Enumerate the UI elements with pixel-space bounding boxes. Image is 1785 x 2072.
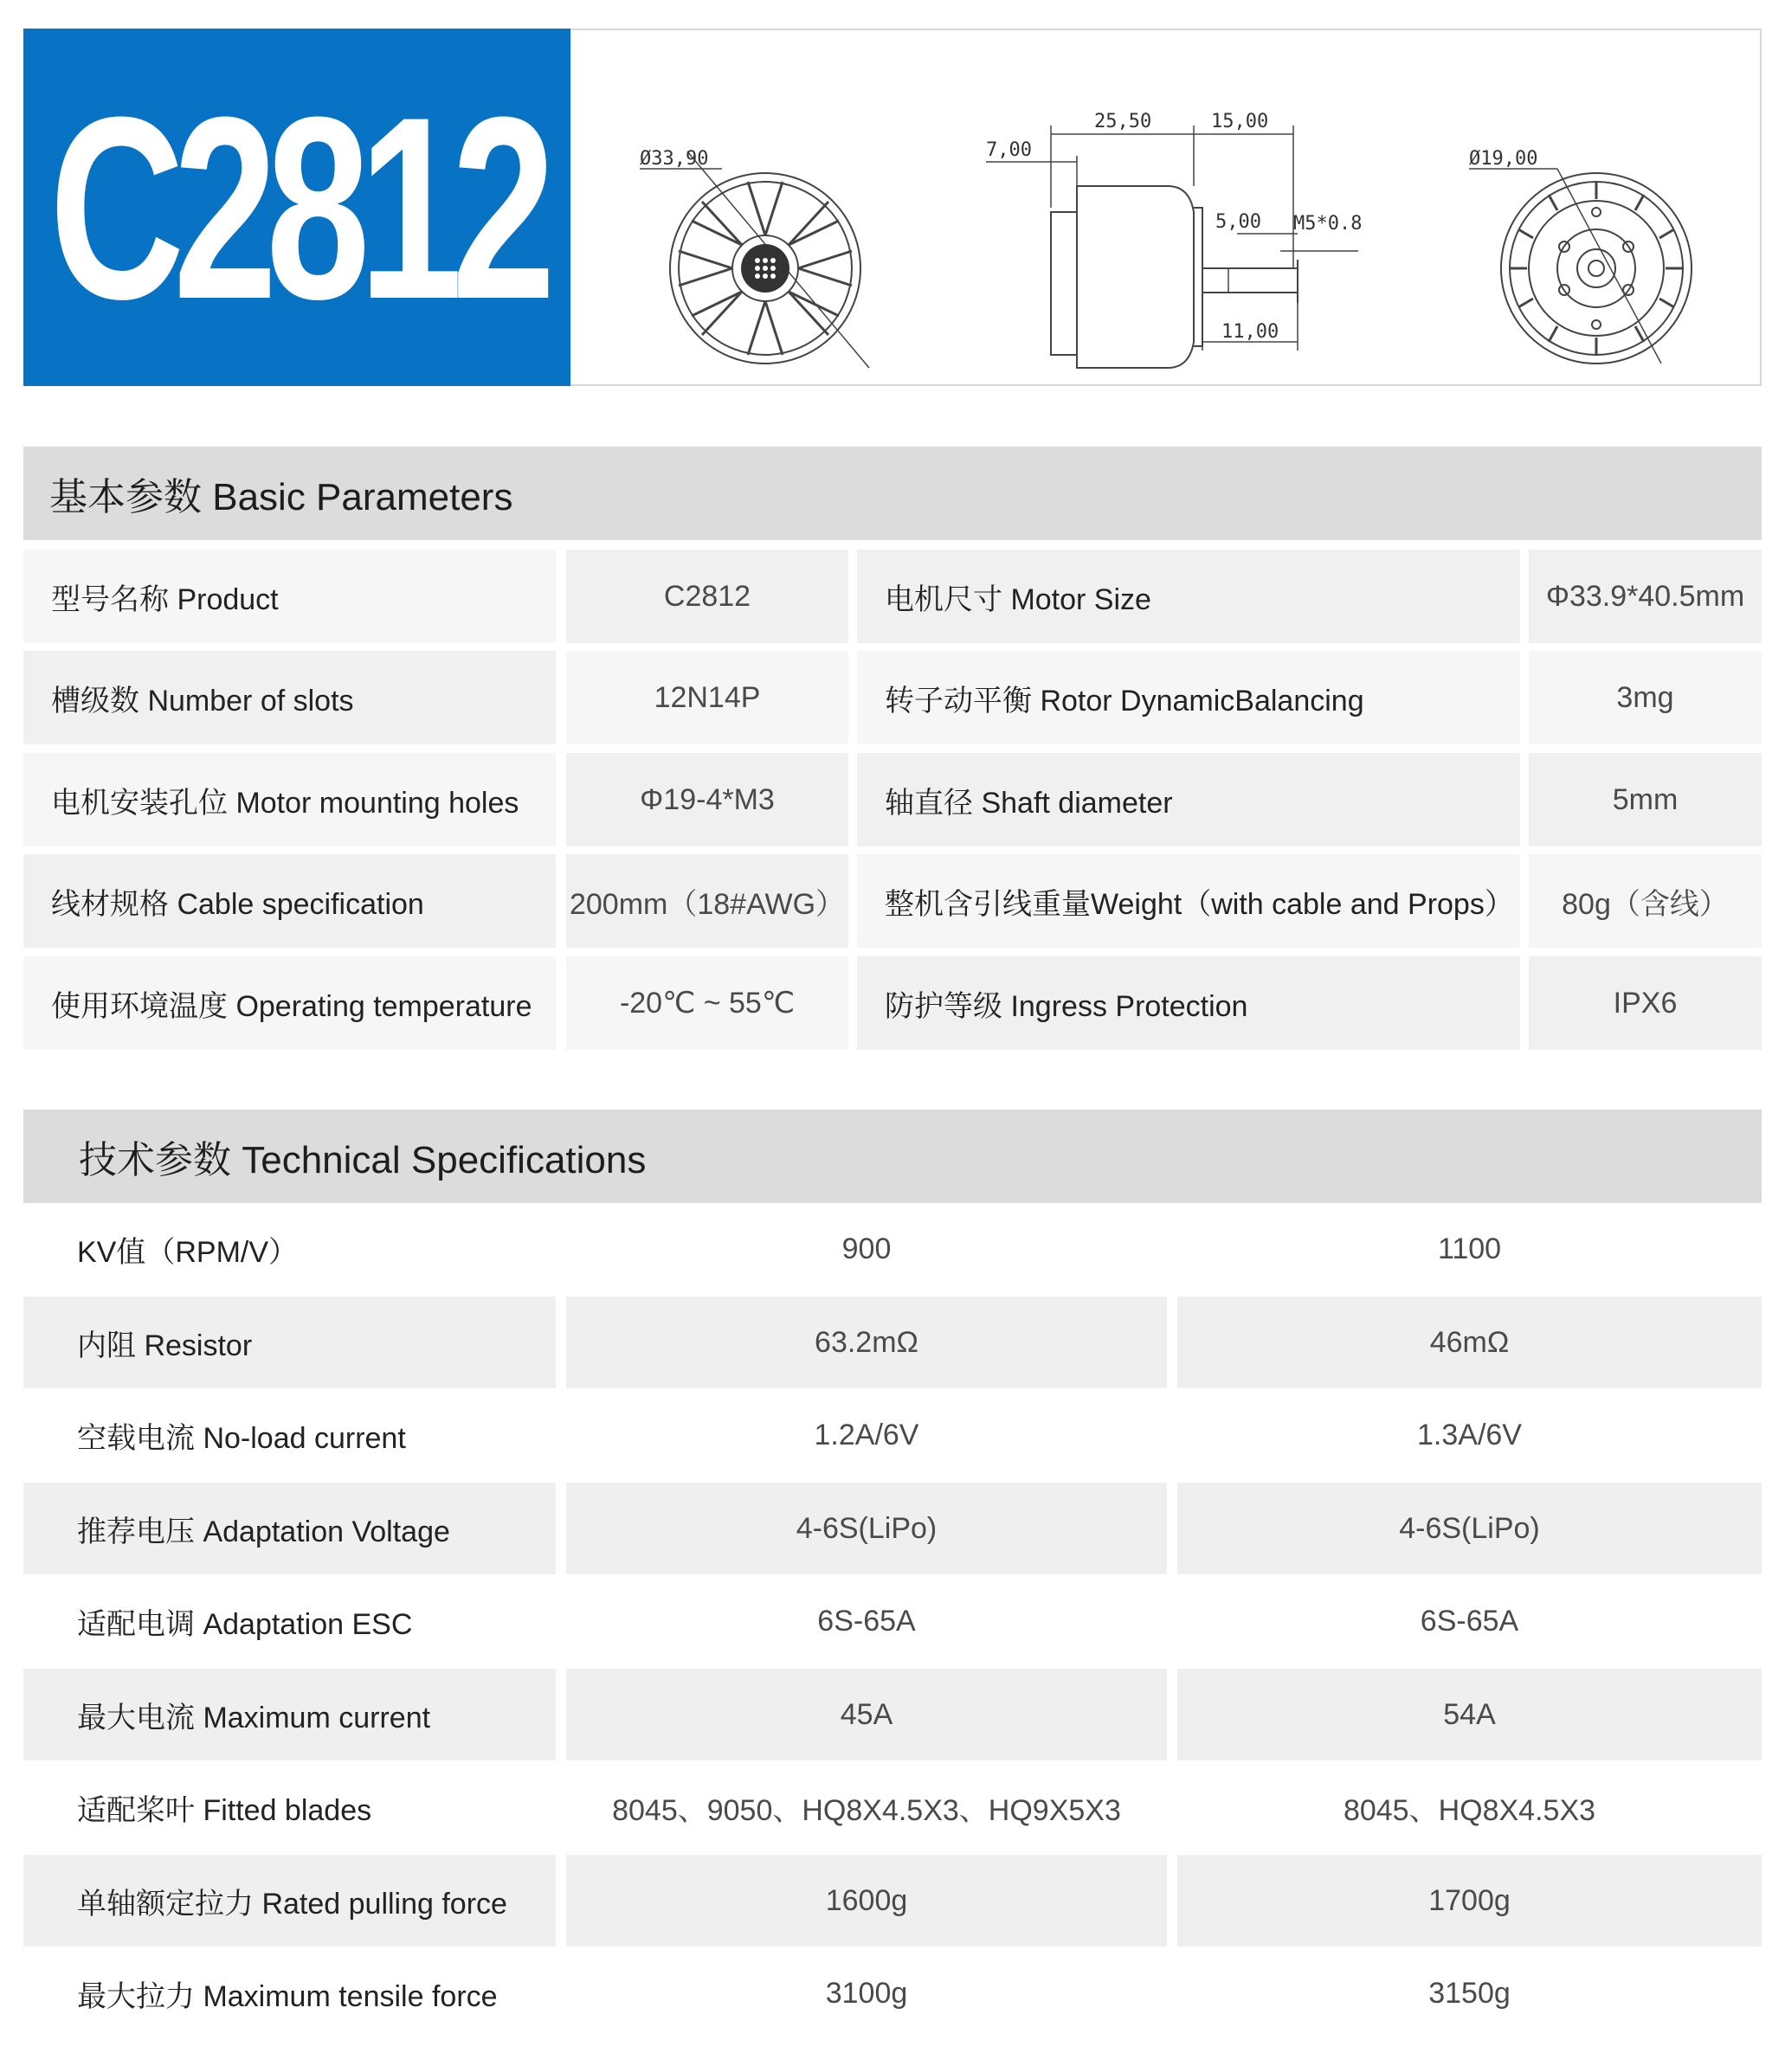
tech-v2-noload: 1.3A/6V <box>1417 1418 1522 1451</box>
basic-value-slots: 12N14P <box>566 651 848 744</box>
dim-7-00: 7,00 <box>986 139 1032 161</box>
basic-label-product: 型号名称 Product <box>23 550 556 643</box>
basic-label-shaft-diameter: 轴直径 Shaft diameter <box>857 753 1520 846</box>
tech-label-esc: 适配电调 Adaptation ESC <box>77 1607 413 1641</box>
basic-label-weight: 整机含引线重量Weight（with cable and Props） <box>857 854 1520 948</box>
tech-v2-rated-pull: 1700g <box>1177 1855 1762 1947</box>
basic-value-rotor-balancing: 3mg <box>1529 651 1762 744</box>
tech-v2-voltage: 4-6S(LiPo) <box>1177 1483 1762 1574</box>
tech-v1-max-current: 45A <box>566 1669 1167 1760</box>
basic-value-cable: 200mm（18#AWG） <box>566 854 848 948</box>
basic-label-ingress: 防护等级 Ingress Protection <box>857 956 1520 1050</box>
model-badge <box>23 29 570 386</box>
basic-label-temperature: 使用环境温度 Operating temperature <box>23 956 556 1050</box>
thread-label: M5*0.8 <box>1293 213 1363 235</box>
basic-value-ingress: IPX6 <box>1529 956 1762 1050</box>
tech-v2-max-tensile: 3150g <box>1428 1976 1511 2010</box>
dim-11-00: 11,00 <box>1221 321 1279 343</box>
basic-label-mounting-holes: 电机安装孔位 Motor mounting holes <box>23 753 556 846</box>
basic-value-motor-size: Φ33.9*40.5mm <box>1529 550 1762 643</box>
basic-label-slots: 槽级数 Number of slots <box>23 651 556 744</box>
basic-parameters-title: 基本参数 Basic Parameters <box>49 476 513 518</box>
tech-label-rated-pull: 单轴额定拉力 Rated pulling force <box>23 1855 556 1947</box>
tech-v1-noload: 1.2A/6V <box>814 1418 919 1451</box>
tech-v1-kv: 900 <box>841 1232 892 1265</box>
basic-value-product: C2812 <box>566 550 848 643</box>
motor-front-view-drawing <box>605 100 917 385</box>
rear-diameter-label: Ø19,00 <box>1469 148 1538 170</box>
tech-label-voltage: 推荐电压 Adaptation Voltage <box>23 1483 556 1574</box>
tech-label-kv: KV值（RPM/V） <box>77 1235 299 1269</box>
technical-specs-header <box>23 1110 1762 1203</box>
tech-v1-resistor: 63.2mΩ <box>566 1297 1167 1388</box>
tech-v1-max-tensile: 3100g <box>825 1976 908 2010</box>
tech-label-max-tensile: 最大拉力 Maximum tensile force <box>77 1979 498 2013</box>
tech-label-max-current: 最大电流 Maximum current <box>23 1669 556 1760</box>
tech-label-noload: 空载电流 No-load current <box>77 1421 406 1455</box>
tech-v1-esc: 6S-65A <box>817 1604 916 1638</box>
tech-v2-blades: 8045、HQ8X4.5X3 <box>1343 1793 1596 1827</box>
tech-v1-voltage: 4-6S(LiPo) <box>566 1483 1167 1574</box>
hero-banner <box>23 29 1762 386</box>
basic-label-motor-size: 电机尺寸 Motor Size <box>857 550 1520 643</box>
tech-v1-blades: 8045、9050、HQ8X4.5X3、HQ9X5X3 <box>612 1793 1121 1827</box>
basic-label-cable: 线材规格 Cable specification <box>23 854 556 948</box>
tech-label-resistor: 内阻 Resistor <box>23 1297 556 1388</box>
tech-label-blades: 适配桨叶 Fitted blades <box>77 1793 372 1827</box>
dim-25-50: 25,50 <box>1094 111 1152 132</box>
tech-v2-esc: 6S-65A <box>1420 1604 1519 1638</box>
model-name: C2812 <box>49 61 545 353</box>
basic-value-mounting-holes: Φ19-4*M3 <box>566 753 848 846</box>
front-diameter-label: Ø33,90 <box>640 148 709 170</box>
motor-side-view-drawing <box>951 65 1384 385</box>
tech-v1-rated-pull: 1600g <box>566 1855 1167 1947</box>
dim-15-00: 15,00 <box>1211 111 1269 132</box>
technical-specs-title: 技术参数 Technical Specifications <box>79 1139 647 1181</box>
dim-5-00: 5,00 <box>1215 211 1261 233</box>
basic-value-weight: 80g（含线） <box>1529 854 1762 948</box>
tech-v2-kv: 1100 <box>1437 1232 1502 1265</box>
tech-v2-resistor: 46mΩ <box>1177 1297 1762 1388</box>
basic-value-shaft-diameter: 5mm <box>1529 753 1762 846</box>
motor-rear-view-drawing <box>1427 100 1739 385</box>
tech-v2-max-current: 54A <box>1177 1669 1762 1760</box>
basic-label-rotor-balancing: 转子动平衡 Rotor DynamicBalancing <box>857 651 1520 744</box>
basic-parameters-header <box>23 447 1762 540</box>
basic-value-temperature: -20℃ ~ 55℃ <box>566 956 848 1050</box>
